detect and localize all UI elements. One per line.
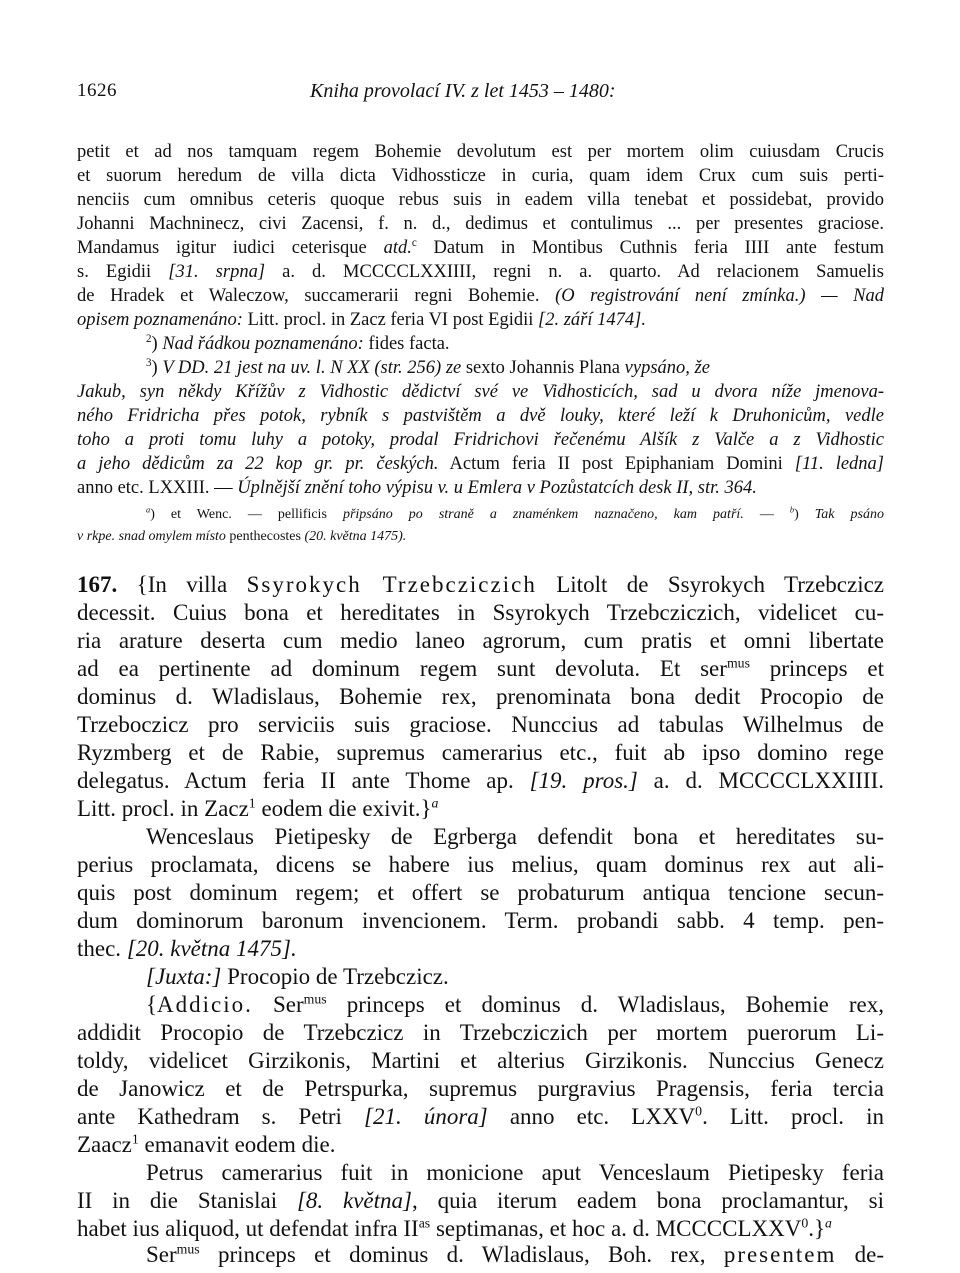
- apparatus-note: v rkpe. snad omylem místo penthecostes (20. května 1475).: [77, 529, 407, 544]
- footnote-line: anno etc. LXXIII. — Úplnější znění toho výpisu v. u Emlera v Pozůstatcích desk II, str. 364.: [77, 478, 757, 498]
- entry-line: II in die Stanislai [8. května], quia iterum eadem bona proclamantur, si: [77, 1188, 885, 1213]
- entry-line: de Janowicz et de Petrspurka, supremus purgravius Pragensis, feria tercia: [77, 1076, 884, 1101]
- footnote-line: ného Fridricha přes potok, rybník s pastvištěm a dvě louky, které leží k Druhonicům, vedle: [77, 406, 884, 426]
- footnote-line: et suorum heredum de villa dicta Vidhossticze in curia, quam idem Crux cum suis perti-: [77, 166, 884, 186]
- entry-line: delegatus. Actum feria II ante Thome ap. [19. pros.] a. d. MCCCCLXXIIII.: [77, 768, 884, 793]
- entry-line: perius proclamata, dicens se habere ius melius, quam dominus rex aut ali-: [77, 852, 884, 877]
- entry-line: thec. [20. května 1475].: [77, 936, 297, 961]
- footnote-line: Jakub, syn někdy Křížův z Vidhostic dědictví své ve Vidhosticích, sad u dvora níže jmenova-: [77, 382, 884, 402]
- entry-line: Zaacz$^1$ emanavit eodem die.: [77, 1131, 336, 1157]
- entry-line: Petrus camerarius fuit in monicione aput Venceslaum Pietipesky feria: [146, 1160, 884, 1185]
- entry-line: quis post dominum regem; et offert se probaturum antiqua tencione secun-: [77, 880, 884, 905]
- running-title: Kniha provolací IV. z let 1453 – 1480:: [310, 80, 616, 102]
- entry-line: dum dominorum baronum invencionem. Term. probandi sabb. 4 temp. pen-: [77, 908, 884, 933]
- footnote-line: de Hradek et Waleczow, succamerarii regni Bohemie. (O registrování není zmínka.) — Nad: [77, 286, 884, 306]
- entry-line: ria arature deserta cum medio laneo agrorum, cum pratis et omni libertate: [77, 628, 884, 653]
- entry-line: decessit. Cuius bona et hereditates in Ssyrokych Trzebcziczich, videlicet cu-: [77, 600, 884, 625]
- footnote-3: $^3$) V DD. 21 jest na uv. l. N XX (str. 256) ze sexto Johannis Plana vypsáno, že: [146, 356, 710, 378]
- entry-line: 167. {In villa Ssyrokych Trzebcziczich Litolt de Ssyrokych Trzebczicz: [77, 572, 885, 597]
- entry-line: Trzeboczicz pro serviciis suis graciose. Nunccius ad tabulas Wilhelmus de: [77, 712, 884, 737]
- entry-line: habet ius aliquod, ut defendat infra $II^{as}$ septimanas, et hoc a. d. MCCCCLXXV$^0$.}$^a$: [77, 1215, 832, 1241]
- entry-line: addidit Procopio de Trzebczicz in Trzebcziczich per mortem puerorum Li-: [77, 1020, 884, 1045]
- entry-line: Litt. procl. in Zacz$^1$ eodem die exivit.}$^a$: [77, 795, 439, 821]
- footnote-line: a jeho dědicům za 22 kop gr. pr. českých. Actum feria II post Epiphaniam Domini [11. ledna]: [77, 454, 884, 474]
- entry-number: 167.: [77, 572, 118, 597]
- footnote-line: nenciis cum omnibus ceteris quoque rebus suis in eadem villa tenebat et possidebat, provido: [77, 190, 884, 210]
- footnote-line: s. Egidii [31. srpna] a. d. MCCCCLXXIIII, regni n. a. quarto. Ad relacionem Samuelis: [77, 262, 885, 282]
- entry-line: dominus d. Wladislaus, Bohemie rex, prenominata bona dedit Procopio de: [77, 684, 884, 709]
- footnote-line: Johanni Machninecz, civi Zacensi, f. n. d., dedimus et contulimus ... per presentes graciose.: [77, 214, 884, 234]
- entry-line: ad ea pertinente ad dominum regem sunt devoluta. Et ser$^{mus}$ princeps et: [77, 655, 884, 681]
- entry-line: {Addicio. Ser$^{mus}$ princeps et dominus d. Wladislaus, Bohemie rex,: [146, 991, 884, 1017]
- footnote-line: opisem poznamenáno: Litt. procl. in Zacz feria VI post Egidii [2. září 1474].: [77, 310, 646, 330]
- page-number: 1626: [77, 80, 117, 101]
- entry-line: toldy, videlicet Girzikonis, Martini et alterius Girzikonis. Nunccius Genecz: [77, 1048, 884, 1073]
- entry-line: Ryzmberg et de Rabie, supremus camerarius etc., fuit ab ipso domino rege: [77, 740, 884, 765]
- entry-line: ante Kathedram s. Petri [21. února] anno etc. LXXV$^0$. Litt. procl. in: [77, 1103, 884, 1129]
- footnote-line: toho a proti tomu luhy a potoky, prodal Fridrichovi řečenému Alšík z Valče a z Vidhostic: [77, 430, 884, 450]
- entry-line: Ser$^{mus}$ princeps et dominus d. Wladislaus, Boh. rex, presentem de-: [146, 1241, 884, 1267]
- footnote-line: petit et ad nos tamquam regem Bohemie devolutum est per mortem olim cuiusdam Crucis: [77, 142, 884, 162]
- apparatus-note: $^a$) et Wenc. — pellificis připsáno po straně a znaménkem naznačeno, kam patří. — $^b$) Tak psáno: [146, 505, 884, 522]
- footnote-2: $^2$) Nad řádkou poznamenáno: fides facta.: [146, 332, 450, 354]
- entry-line: [Juxta:] Procopio de Trzebczicz.: [146, 964, 449, 989]
- footnote-line: Mandamus igitur iudici ceterisque atd.$^c$ Datum in Montibus Cuthnis feria IIII ante festum: [77, 236, 884, 258]
- entry-line: Wenceslaus Pietipesky de Egrberga defendit bona et hereditates su-: [146, 824, 884, 849]
- running-header: [0, 80, 960, 110]
